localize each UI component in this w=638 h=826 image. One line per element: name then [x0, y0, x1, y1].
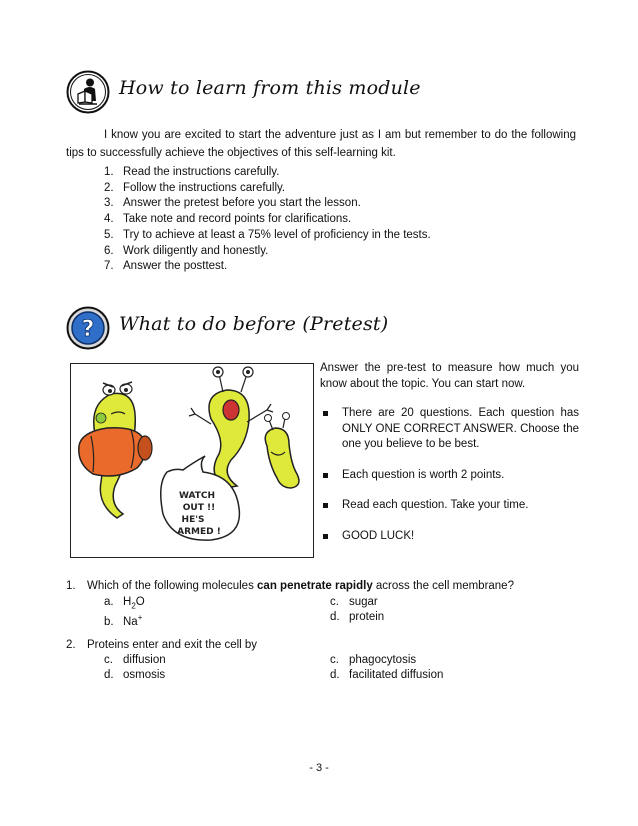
list-item: Each question is worth 2 points. — [320, 468, 579, 484]
list-item: 4. Take note and record points for clarifications. — [104, 213, 352, 226]
bubble-line-4: ARMED ! — [177, 527, 221, 537]
pretest-bullet-list — [320, 406, 579, 544]
question-1-option-d: d. protein — [330, 611, 385, 623]
list-item: 1. Read the instructions carefully. — [104, 166, 280, 178]
list-item: 2. Follow the instructions carefully. — [104, 181, 286, 194]
question-2: 2. Proteins enter and exit the cell by — [66, 639, 258, 651]
question-2-option-b: d. osmosis — [104, 669, 166, 681]
svg-text:?: ? — [81, 317, 95, 342]
bubble-line-3: HE'S — [181, 515, 205, 525]
question-1-option-b: b. Na+ — [104, 613, 143, 628]
list-item: There are 20 questions. Each question has ONLY ONE CORRECT ANSWER. Choose the one you believe to be best. — [320, 406, 579, 453]
list-item: GOOD LUCK! — [320, 529, 579, 545]
section-heading-pretest — [66, 306, 586, 350]
reader-icon — [66, 70, 110, 114]
list-item: 6. Work diligently and honestly. — [104, 244, 269, 257]
bullet-square-icon — [323, 411, 328, 416]
list-item: Read each question. Take your time. — [320, 498, 579, 514]
list-item: 3. Answer the pretest before you start the lesson. — [104, 197, 361, 210]
question-1-option-c: c. sugar — [330, 596, 378, 608]
bullet-square-icon — [323, 534, 328, 539]
cartoon-image — [70, 363, 314, 558]
section-heading-learn — [66, 70, 586, 114]
list-item: 5. Try to achieve at least a 75% level of proficiency in the tests. — [104, 228, 431, 241]
intro-text: I know you are excited to start the adventure just as I am but remember to do the following tips to successfully achieve the objectives of this self-learning kit. — [66, 129, 576, 159]
question-2-option-d: d. facilitated diffusion — [330, 669, 444, 681]
question-icon — [66, 306, 110, 350]
slug-cartoon-illustration — [71, 364, 313, 557]
question-1: 1. Which of the following molecules can penetrate rapidly across the cell membrane? — [66, 580, 514, 592]
bubble-line-1: WATCH — [178, 491, 216, 501]
pretest-intro: Answer the pre-test to measure how much you know about the topic. You can start now. — [320, 362, 579, 390]
section-title-pretest: What to do before (Pretest) — [119, 313, 389, 335]
page-number: - 3 - — [309, 762, 329, 774]
question-2-option-a: c. diffusion — [104, 654, 166, 666]
bullet-square-icon — [323, 503, 328, 508]
bubble-line-2: OUT !! — [182, 503, 216, 513]
question-1-option-a: a. $H_2O$ — [104, 596, 145, 611]
tips-list — [104, 165, 431, 275]
bullet-square-icon — [323, 473, 328, 478]
section-title-learn: How to learn from this module — [119, 77, 421, 99]
intro-paragraph — [66, 126, 576, 162]
list-item: 7. Answer the posttest. — [104, 260, 228, 273]
pretest-instructions — [320, 361, 579, 544]
question-2-option-c: c. phagocytosis — [330, 654, 417, 666]
